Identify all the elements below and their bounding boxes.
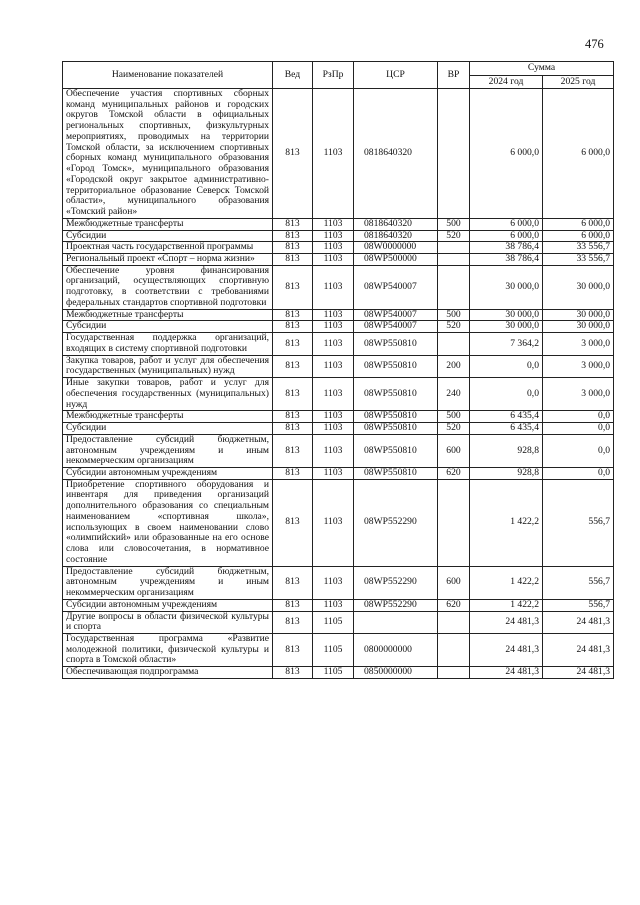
row-sum-2025: 24 481,3: [543, 611, 614, 633]
row-csr: 08WP550810: [354, 355, 438, 377]
row-ved: 813: [273, 254, 313, 266]
row-sum-2025: 556,7: [543, 599, 614, 611]
table-row: [63, 667, 614, 679]
row-csr: 08WP500000: [354, 254, 438, 266]
row-sum-2025: 30 000,0: [543, 309, 614, 321]
row-name: Субсидии: [63, 423, 273, 435]
row-name: Субсидии автономным учреждениям: [63, 467, 273, 479]
row-ved: 813: [273, 218, 313, 230]
row-csr: 0818640320: [354, 218, 438, 230]
row-rzpr: 1103: [313, 479, 354, 566]
table-row: [63, 479, 614, 566]
row-sum-2024: 30 000,0: [470, 321, 543, 333]
row-sum-2024: 1 422,2: [470, 599, 543, 611]
row-ved: 813: [273, 265, 313, 309]
table-row: [63, 89, 614, 219]
table-row: [63, 633, 614, 666]
row-rzpr: 1103: [313, 265, 354, 309]
row-sum-2025: 0,0: [543, 411, 614, 423]
row-ved: 813: [273, 333, 313, 355]
row-rzpr: 1103: [313, 333, 354, 355]
row-name: Обеспечивающая подпрограмма: [63, 667, 273, 679]
row-name: Государственная поддержка организаций, входящих в систему спортивной подготовки: [63, 333, 273, 355]
row-ved: 813: [273, 667, 313, 679]
row-csr: 08WP550810: [354, 434, 438, 467]
row-sum-2025: 6 000,0: [543, 230, 614, 242]
row-name: Региональный проект «Спорт – норма жизни»: [63, 254, 273, 266]
row-csr: 0850000000: [354, 667, 438, 679]
row-ved: 813: [273, 309, 313, 321]
budget-table: [62, 61, 614, 679]
row-sum-2025: 0,0: [543, 423, 614, 435]
row-name: Межбюджетные трансферты: [63, 218, 273, 230]
row-sum-2025: 556,7: [543, 479, 614, 566]
row-name: Межбюджетные трансферты: [63, 309, 273, 321]
row-sum-2024: 38 786,4: [470, 242, 543, 254]
row-rzpr: 1103: [313, 378, 354, 411]
row-csr: 08WP550810: [354, 467, 438, 479]
row-sum-2024: 24 481,3: [470, 633, 543, 666]
row-csr: 08WP540007: [354, 265, 438, 309]
row-vr: 240: [438, 378, 470, 411]
row-ved: 813: [273, 411, 313, 423]
row-name: Предоставление субсидий бюджетным, автономным учреждениям и иным некоммерческим организациям: [63, 566, 273, 599]
row-sum-2025: 3 000,0: [543, 333, 614, 355]
page-number: 476: [585, 37, 604, 51]
row-csr: 08WP552290: [354, 566, 438, 599]
row-name: Предоставление субсидий бюджетным, автономным учреждениям и иным некоммерческим организациям: [63, 434, 273, 467]
header-name: Наименование показателей: [63, 62, 273, 89]
row-sum-2025: 3 000,0: [543, 378, 614, 411]
row-sum-2024: 24 481,3: [470, 611, 543, 633]
row-csr: [354, 611, 438, 633]
row-name: Закупка товаров, работ и услуг для обеспечения государственных (муниципальных) нужд: [63, 355, 273, 377]
row-rzpr: 1103: [313, 309, 354, 321]
row-ved: 813: [273, 242, 313, 254]
header-rzpr: РзПр: [313, 62, 354, 89]
row-vr: 600: [438, 566, 470, 599]
row-sum-2025: 6 000,0: [543, 89, 614, 219]
row-vr: 620: [438, 467, 470, 479]
row-csr: 08WP540007: [354, 309, 438, 321]
row-name: Субсидии: [63, 230, 273, 242]
row-rzpr: 1103: [313, 423, 354, 435]
row-rzpr: 1103: [313, 242, 354, 254]
row-sum-2024: 0,0: [470, 355, 543, 377]
row-vr: 520: [438, 423, 470, 435]
row-sum-2025: 30 000,0: [543, 321, 614, 333]
row-name: Субсидии: [63, 321, 273, 333]
table-row: [63, 378, 614, 411]
row-sum-2024: 6 435,4: [470, 411, 543, 423]
table-body: [63, 89, 614, 679]
row-ved: 813: [273, 566, 313, 599]
table-row: [63, 309, 614, 321]
row-csr: 08WP550810: [354, 378, 438, 411]
row-vr: [438, 479, 470, 566]
row-sum-2025: 3 000,0: [543, 355, 614, 377]
row-vr: 500: [438, 218, 470, 230]
table-row: [63, 218, 614, 230]
row-csr: 08WP552290: [354, 599, 438, 611]
row-vr: 500: [438, 411, 470, 423]
row-vr: 520: [438, 321, 470, 333]
table-row: [63, 265, 614, 309]
row-sum-2025: 0,0: [543, 467, 614, 479]
row-rzpr: 1103: [313, 230, 354, 242]
row-name: Проектная часть государственной программы: [63, 242, 273, 254]
row-rzpr: 1103: [313, 355, 354, 377]
row-csr: 08WP552290: [354, 479, 438, 566]
row-rzpr: 1103: [313, 467, 354, 479]
row-csr: 08WP540007: [354, 321, 438, 333]
row-vr: [438, 254, 470, 266]
row-rzpr: 1103: [313, 411, 354, 423]
row-ved: 813: [273, 599, 313, 611]
row-csr: 0818640320: [354, 89, 438, 219]
table-row: [63, 355, 614, 377]
row-name: Межбюджетные трансферты: [63, 411, 273, 423]
table-row: [63, 230, 614, 242]
header-year-2024: 2024 год: [470, 76, 543, 89]
row-name: Обеспечение уровня финансирования организаций, осуществляющих спортивную подготовку, в соответствии с требованиями федеральных стандартов спортивной подготовки: [63, 265, 273, 309]
row-rzpr: 1103: [313, 254, 354, 266]
row-csr: 08WP550810: [354, 411, 438, 423]
table-row: [63, 333, 614, 355]
header-sum: Сумма: [470, 62, 614, 76]
row-rzpr: 1105: [313, 667, 354, 679]
row-sum-2024: 30 000,0: [470, 265, 543, 309]
row-sum-2024: 6 000,0: [470, 218, 543, 230]
row-vr: [438, 633, 470, 666]
row-sum-2024: 0,0: [470, 378, 543, 411]
row-ved: 813: [273, 633, 313, 666]
table-row: [63, 467, 614, 479]
row-ved: 813: [273, 355, 313, 377]
row-sum-2025: 24 481,3: [543, 633, 614, 666]
row-sum-2024: 6 435,4: [470, 423, 543, 435]
row-ved: 813: [273, 321, 313, 333]
row-ved: 813: [273, 611, 313, 633]
row-sum-2025: 24 481,3: [543, 667, 614, 679]
row-sum-2025: 30 000,0: [543, 265, 614, 309]
row-vr: 600: [438, 434, 470, 467]
header-year-2025: 2025 год: [543, 76, 614, 89]
row-ved: 813: [273, 423, 313, 435]
row-name: Субсидии автономным учреждениям: [63, 599, 273, 611]
row-rzpr: 1105: [313, 611, 354, 633]
row-rzpr: 1103: [313, 599, 354, 611]
row-ved: 813: [273, 378, 313, 411]
table-row: [63, 599, 614, 611]
table-row: [63, 566, 614, 599]
table-row: [63, 321, 614, 333]
row-vr: [438, 667, 470, 679]
table-row: [63, 423, 614, 435]
row-vr: [438, 333, 470, 355]
row-sum-2024: 6 000,0: [470, 89, 543, 219]
row-sum-2024: 1 422,2: [470, 566, 543, 599]
header-csr: ЦСР: [354, 62, 438, 89]
header-vr: ВР: [438, 62, 470, 89]
row-sum-2024: 928,8: [470, 467, 543, 479]
row-rzpr: 1103: [313, 566, 354, 599]
row-sum-2025: 0,0: [543, 434, 614, 467]
row-sum-2024: 6 000,0: [470, 230, 543, 242]
row-csr: 08W0000000: [354, 242, 438, 254]
table-row: [63, 434, 614, 467]
row-rzpr: 1103: [313, 89, 354, 219]
row-csr: 08WP550810: [354, 423, 438, 435]
table-row: [63, 242, 614, 254]
row-rzpr: 1105: [313, 633, 354, 666]
row-sum-2025: 33 556,7: [543, 242, 614, 254]
row-rzpr: 1103: [313, 434, 354, 467]
row-sum-2025: 33 556,7: [543, 254, 614, 266]
row-ved: 813: [273, 434, 313, 467]
row-ved: 813: [273, 479, 313, 566]
row-sum-2024: 7 364,2: [470, 333, 543, 355]
row-sum-2024: 30 000,0: [470, 309, 543, 321]
row-sum-2024: 38 786,4: [470, 254, 543, 266]
row-name: Иные закупки товаров, работ и услуг для обеспечения государственных (муниципальных) нужд: [63, 378, 273, 411]
row-csr: 08WP550810: [354, 333, 438, 355]
table-row: [63, 611, 614, 633]
header-ved: Вед: [273, 62, 313, 89]
table-row: [63, 411, 614, 423]
row-csr: 0800000000: [354, 633, 438, 666]
row-sum-2025: 6 000,0: [543, 218, 614, 230]
table-row: [63, 254, 614, 266]
row-name: Приобретение спортивного оборудования и инвентаря для приведения организаций дополнительного образования со специальным наименованием «спортивная школа», использующих в своем наименовании слово «олимпийский» или образованные на его основе слова или словосочетания, в нормативное состояние: [63, 479, 273, 566]
row-sum-2024: 24 481,3: [470, 667, 543, 679]
row-sum-2024: 928,8: [470, 434, 543, 467]
row-sum-2025: 556,7: [543, 566, 614, 599]
row-vr: 500: [438, 309, 470, 321]
row-ved: 813: [273, 230, 313, 242]
row-ved: 813: [273, 467, 313, 479]
row-vr: [438, 265, 470, 309]
row-ved: 813: [273, 89, 313, 219]
row-vr: [438, 89, 470, 219]
row-name: Другие вопросы в области физической культуры и спорта: [63, 611, 273, 633]
row-rzpr: 1103: [313, 218, 354, 230]
row-vr: 620: [438, 599, 470, 611]
row-vr: 200: [438, 355, 470, 377]
row-name: Обеспечение участия спортивных сборных команд муниципальных районов и городских округов Томской области в официальных региональных спортивных, физкультурных мероприятиях, проводимых на территории Томской области, за исключением спортивных сборных команд муниципального образования «Город Томск», муниципального образования «Городской округ закрытое административно-территориальное образование Северск Томской области», муниципального образования «Томский район»: [63, 89, 273, 219]
row-sum-2024: 1 422,2: [470, 479, 543, 566]
row-vr: [438, 611, 470, 633]
row-rzpr: 1103: [313, 321, 354, 333]
row-csr: 0818640320: [354, 230, 438, 242]
row-vr: 520: [438, 230, 470, 242]
row-name: Государственная программа «Развитие молодежной политики, физической культуры и спорта в Томской области»: [63, 633, 273, 666]
row-vr: [438, 242, 470, 254]
